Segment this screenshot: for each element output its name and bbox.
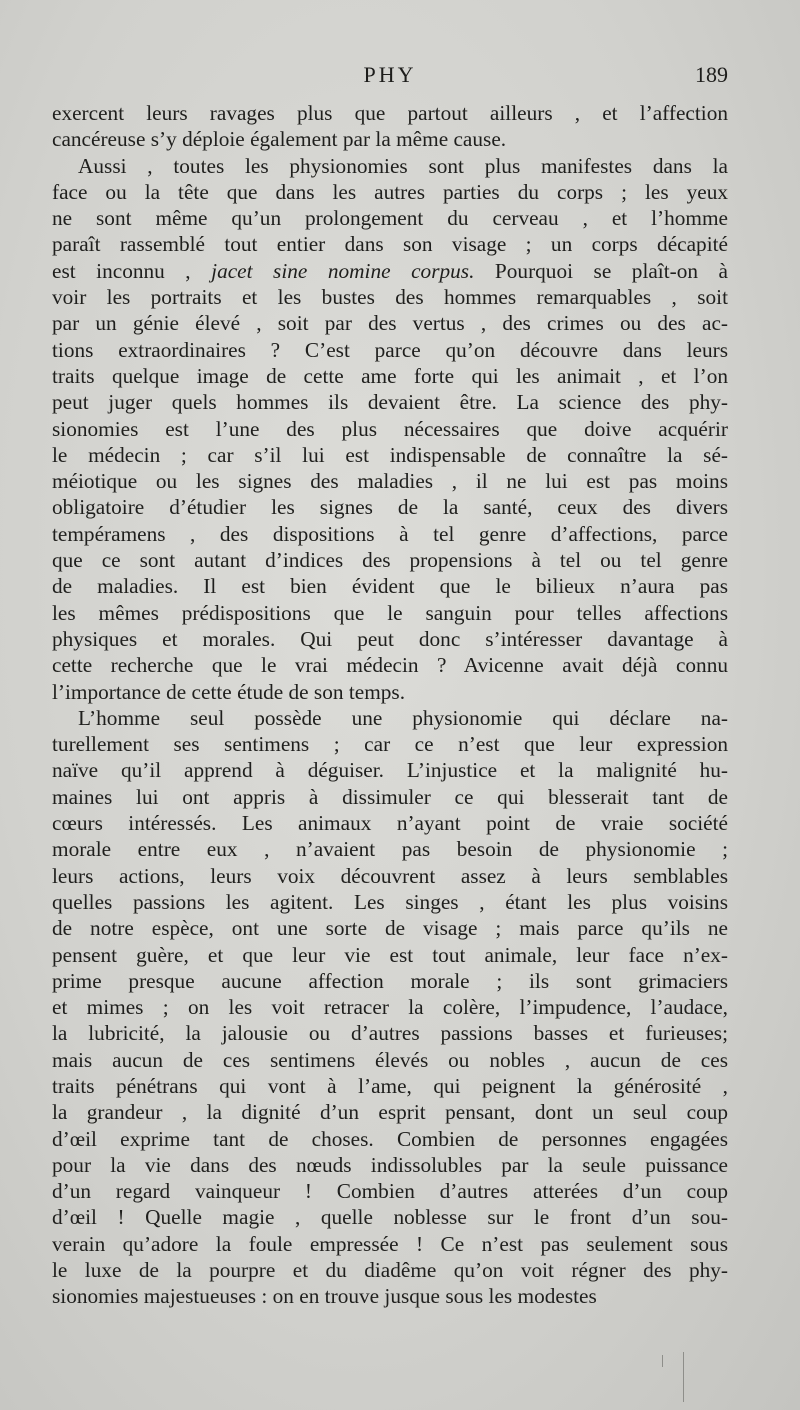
text-line: obligatoire d’étudier les signes de la santé, ceux des divers xyxy=(52,495,728,520)
text-line: peut juger quels hommes ils devaient être. La science des phy- xyxy=(52,390,728,415)
latin-phrase: jacet sine nomine corpus. xyxy=(211,258,475,283)
text-line: morale entre eux , n’avaient pas besoin de physionomie ; xyxy=(52,837,728,862)
text-line: tions extraordinaires ? C’est parce qu’on découvre dans leurs xyxy=(52,337,728,362)
text-line: naïve qu’il apprend à déguiser. L’injustice et la malignité hu- xyxy=(52,758,728,783)
page-edge-mark xyxy=(683,1352,684,1402)
text-line: d’œil exprime tant de choses. Combien de personnes engagées xyxy=(52,1126,728,1151)
text-line: leurs actions, leurs voix découvrent assez à leurs semblables xyxy=(52,863,728,888)
text-line: le médecin ; car s’il lui est indispensable de connaître la sé- xyxy=(52,442,728,467)
text-line: face ou la tête que dans les autres parties du corps ; les yeux xyxy=(52,179,728,204)
text-line: maines lui ont appris à dissimuler ce qui blesserait tant de xyxy=(52,784,728,809)
page-header xyxy=(52,62,728,96)
text-line: traits pénétrans qui vont à l’ame, qui peignent la générosité , xyxy=(52,1073,728,1098)
text-line: cancéreuse s’y déploie également par la même cause. xyxy=(52,127,507,152)
text-line: le luxe de la pourpre et du diadême qu’on voit régner des phy- xyxy=(52,1258,728,1283)
text-line: cœurs intéressés. Les animaux n’ayant point de vraie société xyxy=(52,811,728,836)
body-text xyxy=(52,100,728,1310)
text-line: d’un regard vainqueur ! Combien d’autres atterées d’un coup xyxy=(52,1179,728,1204)
text-line: verain qu’adore la foule empressée ! Ce n’est pas seulement sous xyxy=(52,1231,728,1256)
text-line: de maladies. Il est bien évident que le bilieux n’aura pas xyxy=(52,574,728,599)
text-line: sionomies est l’une des plus nécessaires que doive acquérir xyxy=(52,416,728,441)
running-head: PHY xyxy=(363,62,417,87)
text-line: sionomies majestueuses : on en trouve jusque sous les modestes xyxy=(52,1284,597,1309)
text-line: la lubricité, la jalousie ou d’autres passions basses et furieuses; xyxy=(52,1021,728,1046)
text-line: traits quelque image de cette ame forte qui les animait , et l’on xyxy=(52,363,728,388)
text-line: mais aucun de ces sentimens élevés ou nobles , aucun de ces xyxy=(52,1047,728,1072)
text-line: paraît rassemblé tout entier dans son visage ; un corps décapité xyxy=(52,232,728,257)
text-line: voir les portraits et les bustes des hommes remarquables , soit xyxy=(52,285,728,310)
page-number: 189 xyxy=(695,62,728,87)
text-line: pour la vie dans des nœuds indissolubles par la seule puissance xyxy=(52,1152,728,1177)
text-line: cette recherche que le vrai médecin ? Avicenne avait déjà connu xyxy=(52,653,728,678)
text-line: ne sont même qu’un prolongement du cerveau , et l’homme xyxy=(52,206,728,231)
text-line: prime presque aucune affection morale ; ils sont grimaciers xyxy=(52,968,728,993)
text-line: Aussi , toutes les physionomies sont plus manifestes dans la xyxy=(78,153,728,178)
text-line: est inconnu , jacet sine nomine corpus. Pourquoi se plaît-on à xyxy=(52,258,728,283)
text-line: d’œil ! Quelle magie , quelle noblesse sur le front d’un sou- xyxy=(52,1205,728,1230)
text-line: que ce sont autant d’indices des propensions à tel ou tel genre xyxy=(52,548,728,573)
text-line: les mêmes prédispositions que le sanguin pour telles affections xyxy=(52,600,728,625)
text-line: L’homme seul possède une physionomie qui déclare na- xyxy=(78,705,728,730)
text-line: pensent guère, et que leur vie est tout animale, leur face n’ex- xyxy=(52,942,728,967)
text-line: de notre espèce, ont une sorte de visage ; mais parce qu’ils ne xyxy=(52,916,728,941)
text-line: l’importance de cette étude de son temps. xyxy=(52,679,406,704)
text-line: par un génie élevé , soit par des vertus , des crimes ou des ac- xyxy=(52,311,728,336)
text-line: tempéramens , des dispositions à tel genre d’affections, parce xyxy=(52,521,728,546)
page-edge-mark xyxy=(662,1355,663,1367)
text-line: turellement ses sentimens ; car ce n’est que leur expression xyxy=(52,732,728,757)
text-line: la grandeur , la dignité d’un esprit pensant, dont un seul coup xyxy=(52,1100,728,1125)
text-line: méiotique ou les signes des maladies , il ne lui est pas moins xyxy=(52,469,728,494)
text-line: physiques et morales. Qui peut donc s’intéresser davantage à xyxy=(52,626,728,651)
text-line: exercent leurs ravages plus que partout ailleurs , et l’affection xyxy=(52,101,728,125)
text-line: quelles passions les agitent. Les singes , étant les plus voisins xyxy=(52,889,728,914)
text-line: et mimes ; on les voit retracer la colère, l’impudence, l’audace, xyxy=(52,995,728,1020)
